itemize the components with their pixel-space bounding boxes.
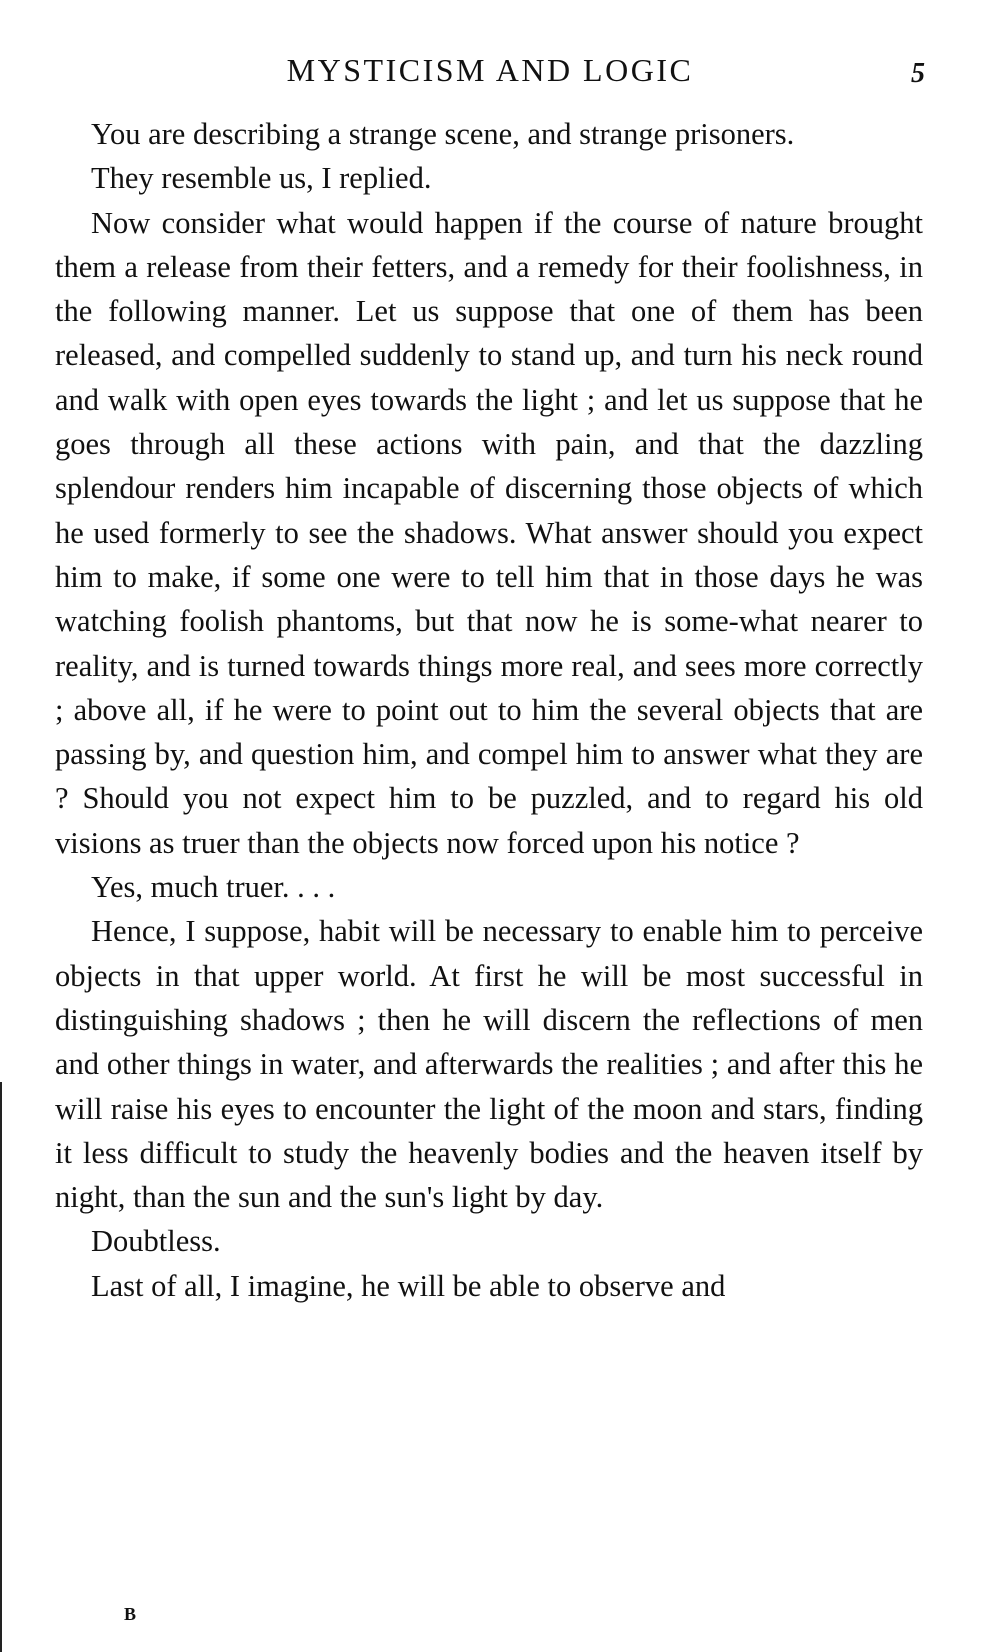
paragraph: Hence, I suppose, habit will be necessary to enable him to perceive objects in that upper world. At first he will be most successful in distinguishing shadows ; then he will discern the reflections of men and other things in water, and afterwards the realities ; and after this he will raise his eyes to encounter the light of the moon and stars, finding it less difficult to study the heavenly bodies and the heaven itself by night, than the sun and the sun's light by day. [55,914,923,1215]
paragraph: Yes, much truer. . . . [91,870,336,905]
body-text [55,112,923,1308]
scan-edge-line [0,1082,2,1652]
page-number: 5 [911,58,925,89]
running-title: MYSTICISM AND LOGIC [286,52,694,88]
running-head [55,48,925,92]
signature-mark: B [124,1604,138,1624]
paragraph: Last of all, I imagine, he will be able to observe and [91,1268,726,1303]
paragraph: Doubtless. [91,1224,221,1259]
paragraph: You are describing a strange scene, and strange prisoners. [91,117,795,151]
paragraph: They resemble us, I replied. [91,161,432,196]
paragraph: Now consider what would happen if the course of nature brought them a release from their fetters, and a remedy for their foolishness, in the following manner. Let us suppose that one of them has been released, and compelled suddenly to stand up, and turn his neck round and walk with open eyes towards the light ; and let us suppose that he goes through all these actions with pain, and that the dazzling splendour renders him incapable of discerning those objects of which he used formerly to see the shadows. What answer should you expect him to make, if some one were to tell him that in those days he was watching foolish phantoms, but that now he is some-what nearer to reality, and is turned towards things more real, and sees more correctly ; above all, if he were to point out to him the several objects that are passing by, and question him, and compel him to answer what they are ? Should you not expect him to be puzzled, and to regard his old visions as truer than the objects now forced upon his notice ? [55,205,923,860]
